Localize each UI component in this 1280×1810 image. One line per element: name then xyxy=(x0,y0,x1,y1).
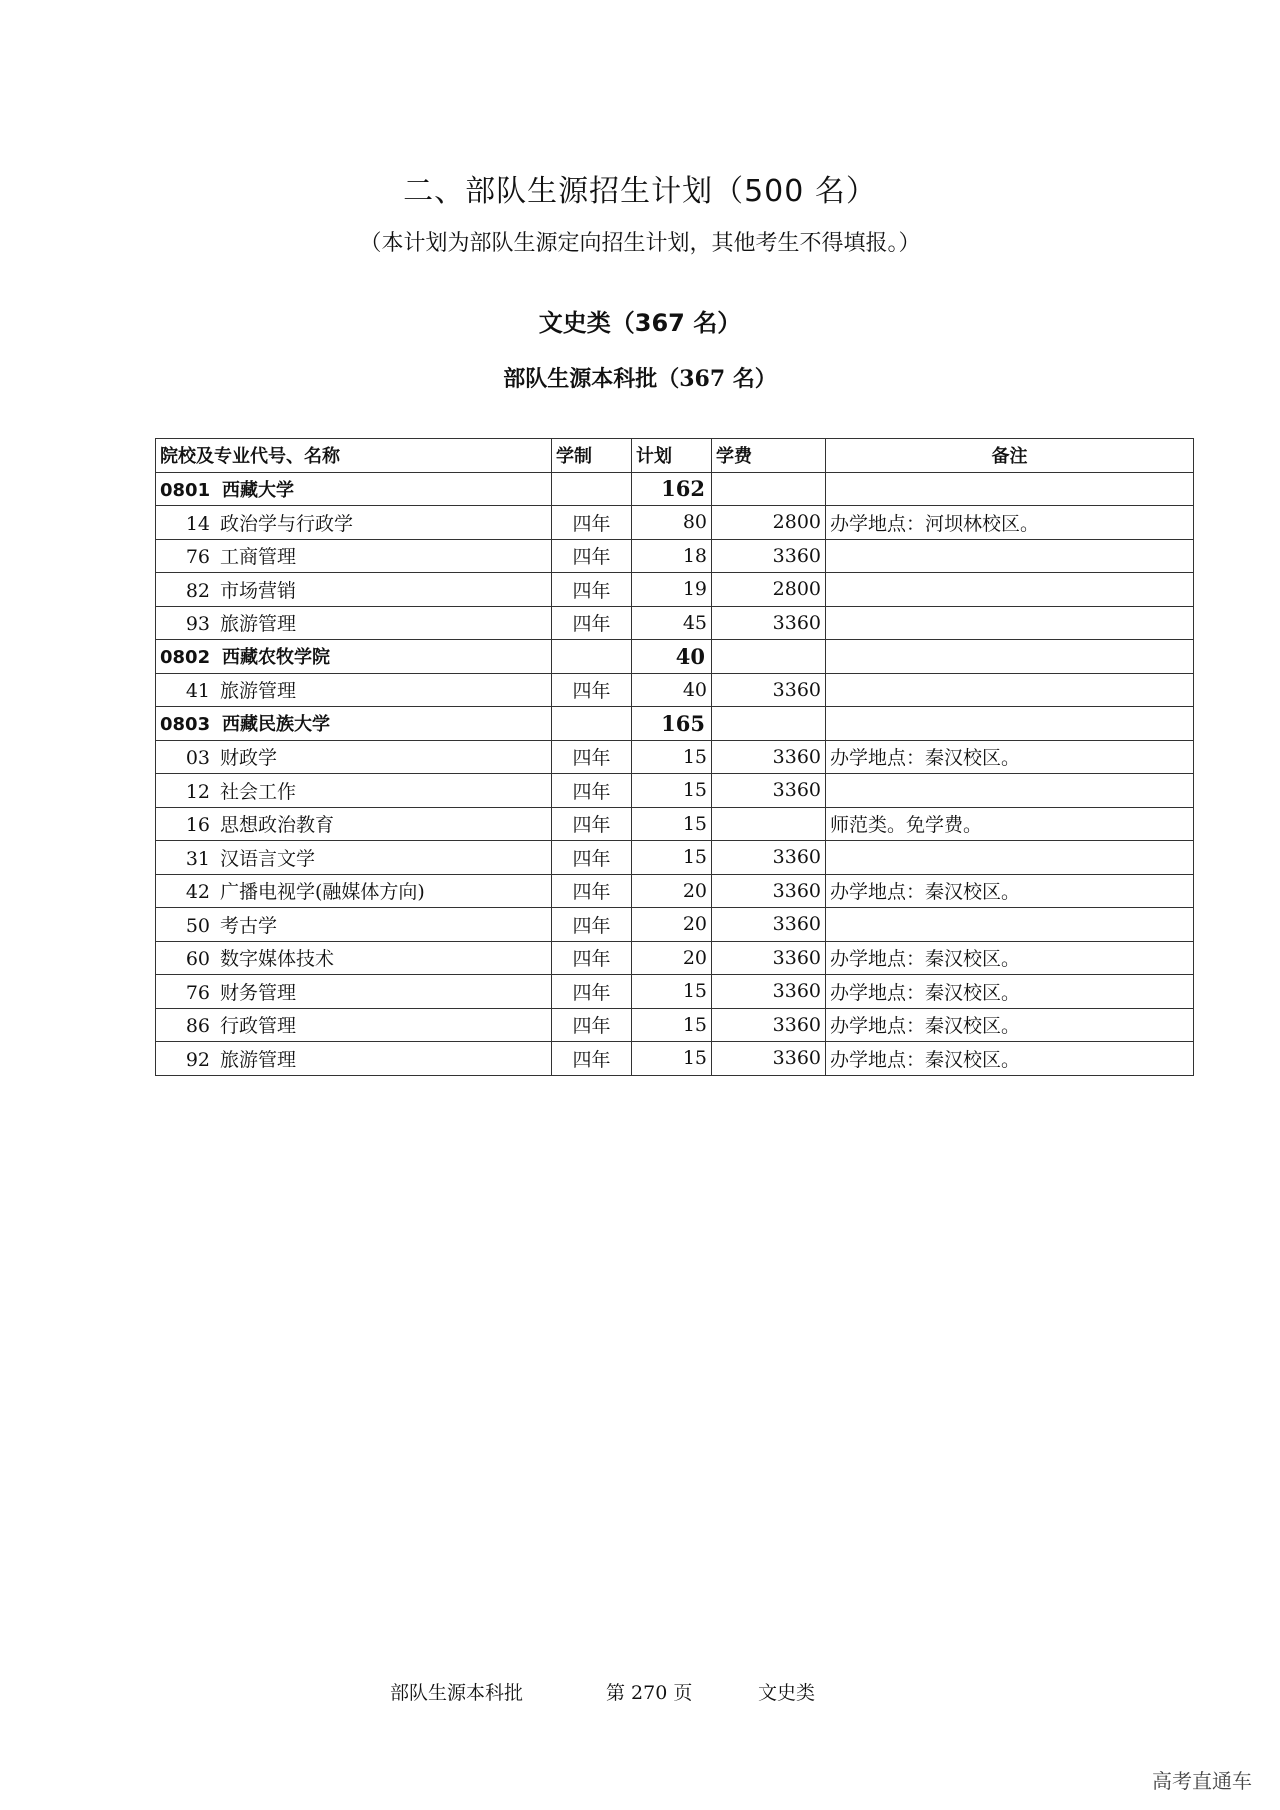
row-code: 14 xyxy=(185,512,210,535)
cell-name xyxy=(156,908,552,942)
cell-system: 四年 xyxy=(552,1008,632,1042)
cell-plan: 15 xyxy=(632,841,712,875)
category-heading: 文史类（367 名） xyxy=(538,309,742,337)
major-row xyxy=(156,975,1194,1009)
cell-note: 办学地点：秦汉校区。 xyxy=(826,874,1194,908)
cell-system xyxy=(552,472,632,506)
cell-name xyxy=(156,673,552,707)
cell-system: 四年 xyxy=(552,874,632,908)
row-code: 42 xyxy=(185,881,210,904)
cell-note: 办学地点：秦汉校区。 xyxy=(826,1008,1194,1042)
cell-system: 四年 xyxy=(552,673,632,707)
cell-system: 四年 xyxy=(552,807,632,841)
cell-plan: 20 xyxy=(632,908,712,942)
page-subtitle: （本计划为部队生源定向招生计划，其他考生不得填报。） xyxy=(359,231,921,256)
header-plan: 计划 xyxy=(632,439,712,473)
table-body xyxy=(156,472,1194,1075)
row-name: 数字媒体技术 xyxy=(220,948,335,971)
cell-name xyxy=(156,640,552,674)
major-row xyxy=(156,774,1194,808)
cell-plan: 15 xyxy=(632,774,712,808)
batch-heading: 部队生源本科批（367 名） xyxy=(503,366,777,392)
major-row xyxy=(156,941,1194,975)
cell-system: 四年 xyxy=(552,606,632,640)
cell-name xyxy=(156,740,552,774)
cell-name xyxy=(156,707,552,741)
cell-note xyxy=(826,606,1194,640)
cell-note xyxy=(826,841,1194,875)
cell-system: 四年 xyxy=(552,975,632,1009)
cell-note: 办学地点：秦汉校区。 xyxy=(826,740,1194,774)
cell-fee: 2800 xyxy=(712,506,826,540)
cell-fee: 3360 xyxy=(712,841,826,875)
row-code: 76 xyxy=(185,546,210,569)
cell-note xyxy=(826,640,1194,674)
row-name: 社会工作 xyxy=(220,780,297,803)
cell-note: 办学地点：河坝林校区。 xyxy=(826,506,1194,540)
cell-note xyxy=(826,573,1194,607)
row-code: 82 xyxy=(185,579,210,602)
cell-note: 办学地点：秦汉校区。 xyxy=(826,1042,1194,1076)
cell-name xyxy=(156,807,552,841)
cell-plan: 15 xyxy=(632,1008,712,1042)
cell-name xyxy=(156,573,552,607)
cell-note xyxy=(826,539,1194,573)
cell-system: 四年 xyxy=(552,740,632,774)
cell-name xyxy=(156,606,552,640)
cell-plan: 40 xyxy=(632,640,712,674)
cell-system: 四年 xyxy=(552,941,632,975)
cell-name xyxy=(156,1008,552,1042)
header-fee: 学费 xyxy=(712,439,826,473)
row-code: 60 xyxy=(185,948,210,971)
major-row xyxy=(156,908,1194,942)
row-code: 41 xyxy=(185,680,210,703)
major-row xyxy=(156,874,1194,908)
cell-system: 四年 xyxy=(552,573,632,607)
row-name: 政治学与行政学 xyxy=(220,512,354,535)
cell-name xyxy=(156,506,552,540)
cell-note xyxy=(826,673,1194,707)
page-title: 二、部队生源招生计划（500 名） xyxy=(403,174,877,209)
school-row xyxy=(156,472,1194,506)
major-row xyxy=(156,573,1194,607)
cell-system xyxy=(552,707,632,741)
row-name: 广播电视学(融媒体方向) xyxy=(220,881,425,904)
cell-fee xyxy=(712,807,826,841)
cell-system: 四年 xyxy=(552,1042,632,1076)
cell-plan: 162 xyxy=(632,472,712,506)
row-name: 西藏大学 xyxy=(222,479,294,501)
cell-note: 师范类。免学费。 xyxy=(826,807,1194,841)
row-code: 16 xyxy=(185,814,210,837)
cell-plan: 15 xyxy=(632,807,712,841)
header-name: 院校及专业代号、名称 xyxy=(156,439,552,473)
cell-name xyxy=(156,874,552,908)
cell-fee: 3360 xyxy=(712,1008,826,1042)
row-code: 76 xyxy=(185,981,210,1004)
table-header-row xyxy=(156,439,1194,473)
cell-system: 四年 xyxy=(552,539,632,573)
cell-system: 四年 xyxy=(552,506,632,540)
cell-fee: 3360 xyxy=(712,908,826,942)
watermark: 高考直通车 xyxy=(1152,1769,1252,1793)
row-name: 汉语言文学 xyxy=(220,847,316,870)
cell-system xyxy=(552,640,632,674)
cell-name xyxy=(156,774,552,808)
footer-category: 文史类 xyxy=(758,1682,816,1704)
row-code: 92 xyxy=(185,1048,210,1071)
cell-plan: 40 xyxy=(632,673,712,707)
cell-name xyxy=(156,941,552,975)
major-row xyxy=(156,673,1194,707)
row-code: 31 xyxy=(185,847,210,870)
major-row xyxy=(156,606,1194,640)
row-name: 西藏农牧学院 xyxy=(222,647,330,669)
cell-plan: 20 xyxy=(632,941,712,975)
cell-plan: 80 xyxy=(632,506,712,540)
row-name: 旅游管理 xyxy=(220,680,297,703)
cell-name xyxy=(156,975,552,1009)
cell-fee: 3360 xyxy=(712,774,826,808)
row-code: 0803 xyxy=(160,714,211,736)
major-row xyxy=(156,841,1194,875)
cell-plan: 15 xyxy=(632,740,712,774)
cell-plan: 15 xyxy=(632,1042,712,1076)
row-name: 旅游管理 xyxy=(220,1048,297,1071)
row-code: 0802 xyxy=(160,647,211,669)
row-code: 0801 xyxy=(160,479,211,501)
row-code: 03 xyxy=(185,747,210,770)
row-name: 旅游管理 xyxy=(220,613,297,636)
cell-fee xyxy=(712,707,826,741)
cell-note xyxy=(826,472,1194,506)
row-name: 财政学 xyxy=(220,747,278,770)
row-code: 12 xyxy=(185,780,210,803)
row-name: 财务管理 xyxy=(220,981,297,1004)
cell-name xyxy=(156,539,552,573)
row-code: 86 xyxy=(185,1015,210,1038)
cell-fee: 3360 xyxy=(712,1042,826,1076)
major-row xyxy=(156,807,1194,841)
cell-plan: 18 xyxy=(632,539,712,573)
header-system: 学制 xyxy=(552,439,632,473)
major-row xyxy=(156,740,1194,774)
cell-name xyxy=(156,472,552,506)
cell-fee: 3360 xyxy=(712,740,826,774)
row-name: 西藏民族大学 xyxy=(222,714,330,736)
row-code: 50 xyxy=(185,914,210,937)
cell-fee: 3360 xyxy=(712,874,826,908)
cell-note: 办学地点：秦汉校区。 xyxy=(826,975,1194,1009)
major-row xyxy=(156,506,1194,540)
cell-note xyxy=(826,908,1194,942)
cell-plan: 165 xyxy=(632,707,712,741)
footer-batch: 部队生源本科批 xyxy=(390,1682,524,1704)
footer-page-number: 第 270 页 xyxy=(606,1682,693,1704)
cell-system: 四年 xyxy=(552,908,632,942)
cell-name xyxy=(156,841,552,875)
major-row xyxy=(156,1042,1194,1076)
enrollment-plan-table xyxy=(155,438,1194,1076)
cell-fee: 3360 xyxy=(712,539,826,573)
cell-system: 四年 xyxy=(552,774,632,808)
row-name: 市场营销 xyxy=(220,579,297,602)
row-name: 行政管理 xyxy=(220,1015,297,1038)
row-code: 93 xyxy=(185,613,210,636)
cell-name xyxy=(156,1042,552,1076)
cell-fee xyxy=(712,472,826,506)
cell-fee: 2800 xyxy=(712,573,826,607)
row-name: 考古学 xyxy=(220,914,278,937)
cell-plan: 19 xyxy=(632,573,712,607)
row-name: 工商管理 xyxy=(220,546,297,569)
cell-note xyxy=(826,774,1194,808)
cell-fee xyxy=(712,640,826,674)
cell-plan: 20 xyxy=(632,874,712,908)
cell-note xyxy=(826,707,1194,741)
major-row xyxy=(156,539,1194,573)
cell-fee: 3360 xyxy=(712,975,826,1009)
school-row xyxy=(156,640,1194,674)
header-note: 备注 xyxy=(826,439,1194,473)
major-row xyxy=(156,1008,1194,1042)
cell-fee: 3360 xyxy=(712,606,826,640)
cell-plan: 45 xyxy=(632,606,712,640)
cell-note: 办学地点：秦汉校区。 xyxy=(826,941,1194,975)
cell-system: 四年 xyxy=(552,841,632,875)
cell-plan: 15 xyxy=(632,975,712,1009)
school-row xyxy=(156,707,1194,741)
row-name: 思想政治教育 xyxy=(220,814,335,837)
cell-fee: 3360 xyxy=(712,941,826,975)
cell-fee: 3360 xyxy=(712,673,826,707)
